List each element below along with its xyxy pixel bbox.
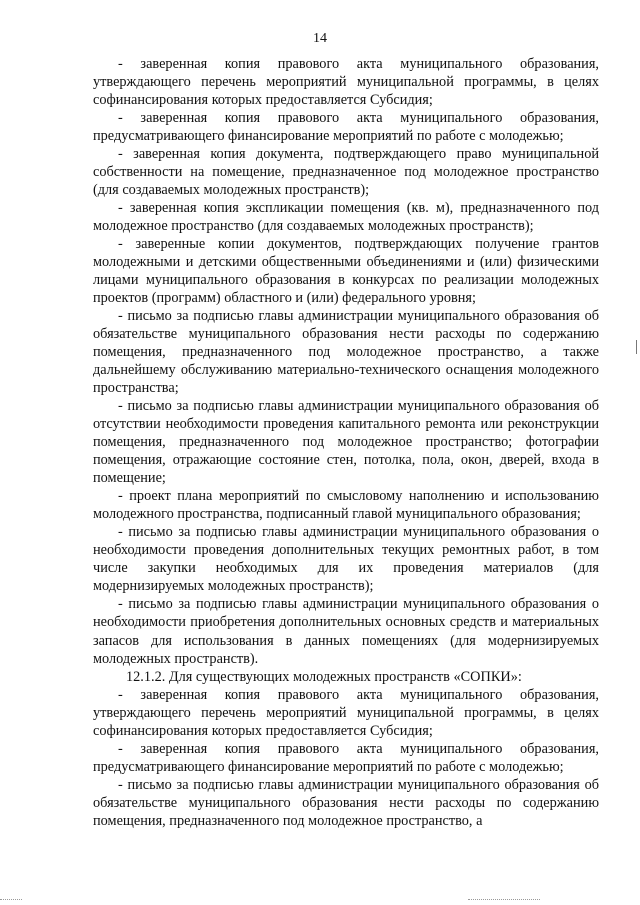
section-heading: 12.1.2. Для существующих молодежных пространств «СОПКИ»: [126, 668, 522, 685]
scan-edge-mark [636, 340, 637, 354]
scan-footer-dots-left [0, 899, 22, 901]
list-item: - заверенные копии документов, подтверждающих получение грантов молодежными и детскими общественными объединениями и (или) физическими лицами муниципального образования в конкурсах по реализации молодежных проектов (программ) областного и (или) федерального уровня; [93, 236, 599, 307]
list-item: - заверенная копия правового акта муниципального образования, предусматривающего финансирование мероприятий по работе с молодежью; [93, 740, 599, 775]
list-item: - проект плана мероприятий по смысловому наполнению и использованию молодежного пространства, подписанный главой муниципального образования; [93, 488, 599, 523]
list-item: - письмо за подписью главы администрации муниципального образования о необходимости проведения дополнительных текущих ремонтных работ, в том числе закупки необходимых для их проведения материалов (для модернизируемых молодежных пространств); [93, 524, 599, 595]
list-item: - письмо за подписью главы администрации муниципального образования о необходимости приобретения дополнительных основных средств и материальных запасов для использования в данных помещениях (для модернизируемых молодежных пространств). [93, 596, 599, 667]
page-number: 14 [313, 31, 327, 46]
scan-footer-dots-right [468, 899, 540, 901]
list-item: - заверенная копия экспликации помещения (кв. м), предназначенного под молодежное пространство (для создаваемых молодежных пространств); [93, 200, 599, 235]
list-item: - заверенная копия документа, подтверждающего право муниципальной собственности на помещение, предназначенное под молодежное пространство (для создаваемых молодежных пространств); [93, 146, 599, 199]
list-item: - письмо за подписью главы администрации муниципального образования об обязательстве муниципального образования нести расходы по содержанию помещения, предназначенного под молодежное пространство, а [93, 776, 599, 829]
list-item: - заверенная копия правового акта муниципального образования, утверждающего перечень мероприятий муниципальной программы, в целях софинансирования которых предоставляется Субсидия; [93, 56, 599, 109]
list-item: - письмо за подписью главы администрации муниципального образования об отсутствии необходимости проведения капитального ремонта или реконструкции помещения, предназначенного под молодежное пространство; фотографии помещения, отражающие состояние стен, потолка, пола, окон, дверей, входа в помещение; [93, 398, 599, 487]
list-item: - заверенная копия правового акта муниципального образования, предусматривающего финансирование мероприятий по работе с молодежью; [93, 110, 599, 145]
document-body [93, 55, 599, 830]
list-item: - заверенная копия правового акта муниципального образования, утверждающего перечень мероприятий муниципальной программы, в целях софинансирования которых предоставляется Субсидия; [93, 686, 599, 739]
list-item: - письмо за подписью главы администрации муниципального образования об обязательстве муниципального образования нести расходы по содержанию помещения, предназначенного под молодежное пространство, а также дальнейшему обслуживанию материально-технического оснащения молодежного пространства; [93, 308, 599, 397]
